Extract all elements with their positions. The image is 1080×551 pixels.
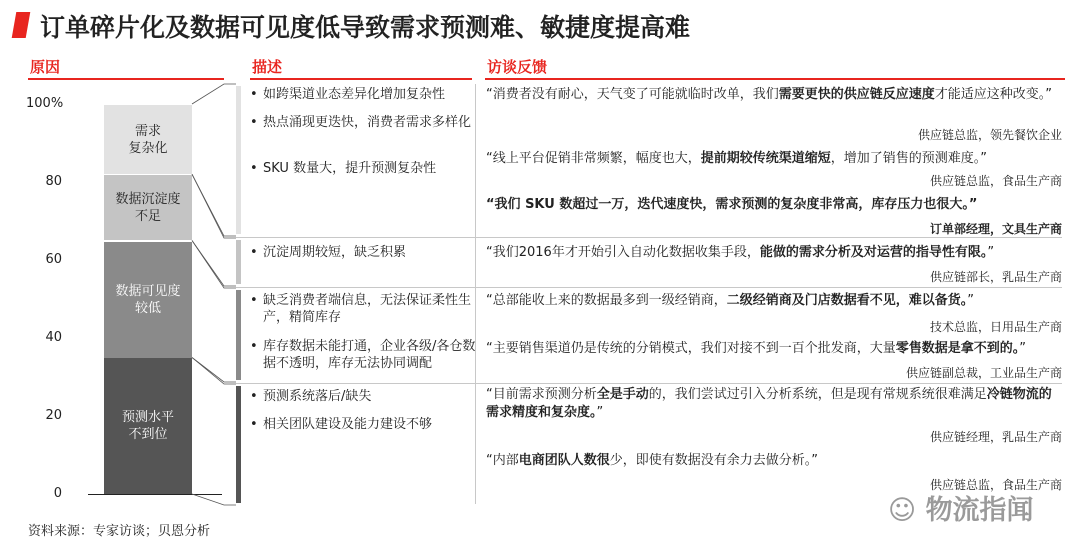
description-item — [250, 388, 480, 405]
interview-quote: “消费者没有耐心，天气变了可能就临时改单，我们需要更快的供应链反应速度才能适应这种改变。” — [486, 87, 1053, 102]
description-item — [250, 114, 480, 131]
description-text: 热点涌现更迭快，消费者需求多样化 — [263, 115, 472, 130]
description-text: 如跨渠道业态差异化增加复杂性 — [263, 87, 446, 102]
quote-source: 供应链总监，领先餐饮企业 — [917, 128, 1062, 142]
description-text: 预测系统落后/缺失 — [263, 389, 372, 404]
row-separator — [236, 287, 1062, 288]
quote-source: 订单部经理，文具生产商 — [929, 222, 1062, 236]
description-item — [250, 416, 480, 433]
interview-quote: “我们2016年才开始引入自动化数据收集手段，能做的需求分析及对运营的指导性有限。” — [486, 245, 995, 260]
connector-line — [192, 174, 236, 238]
bar-segment-label: 需求 复杂化 — [128, 123, 168, 156]
group-color-bar — [236, 240, 241, 284]
description-item — [250, 292, 480, 326]
bullet-icon: • — [250, 161, 258, 176]
quote-source: 供应链经理，乳品生产商 — [929, 430, 1062, 444]
y-tick-label: 20 — [45, 408, 62, 423]
group-color-bar — [236, 386, 241, 503]
description-item — [250, 160, 480, 177]
group-color-bar — [236, 86, 241, 234]
description-text: 沉淀周期较短，缺乏积累 — [263, 245, 407, 260]
interview-quote: “线上平台促销非常频繁，幅度也大，提前期较传统渠道缩短，增加了销售的预测难度。” — [486, 151, 988, 166]
bullet-icon: • — [250, 417, 258, 432]
connector-line — [192, 241, 236, 287]
bullet-icon: • — [250, 389, 258, 404]
y-tick-label: 80 — [45, 174, 62, 189]
row-separator — [236, 237, 1062, 238]
connector-line — [192, 174, 236, 236]
interview-quote: “目前需求预测分析全是手动的，我们尝试过引入分析系统，但是现有常规系统很难满足冷链物流的需求精度和复杂度。” — [486, 387, 1052, 420]
quote-source: 技术总监，日用品生产商 — [929, 320, 1062, 334]
header-cause: 原因 — [30, 58, 61, 76]
bar-segment-label: 数据可见度 较低 — [115, 283, 181, 316]
bullet-icon: • — [250, 87, 258, 102]
column-separator — [475, 84, 476, 504]
wechat-watermark — [888, 488, 1034, 527]
connector-line — [192, 358, 236, 385]
bullet-icon: • — [250, 339, 258, 354]
y-tick-label: 0 — [53, 486, 62, 501]
bullet-icon: • — [250, 293, 258, 308]
description-item — [250, 244, 480, 261]
connector-line — [192, 494, 236, 505]
bullet-icon: • — [250, 115, 258, 130]
header-description: 描述 — [252, 58, 283, 76]
wechat-icon: ☺ — [888, 495, 917, 526]
quote-source: 供应链总监，食品生产商 — [929, 478, 1062, 492]
quote-source: 供应链总监，食品生产商 — [929, 174, 1062, 188]
connector-line — [192, 358, 236, 383]
description-text: 库存数据未能打通，企业各级/各仓数据不透明，库存无法协同调配 — [263, 339, 476, 371]
bar-segment-label: 数据沉淀度 不足 — [115, 191, 181, 224]
header-feedback: 访谈反馈 — [487, 58, 548, 76]
quote-source: 供应链部长，乳品生产商 — [929, 270, 1062, 284]
quote-source: 供应链副总裁，工业品生产商 — [905, 366, 1062, 380]
description-item — [250, 86, 480, 103]
bullet-icon: • — [250, 245, 258, 260]
connector-line — [192, 241, 236, 289]
description-text: 缺乏消费者端信息，无法保证柔性生产，精简库存 — [263, 293, 472, 325]
watermark-text: 物流指闻 — [925, 495, 1034, 526]
page-title: 订单碎片化及数据可见度低导致需求预测难、敏捷度提高难 — [40, 13, 691, 42]
interview-quote: “总部能收上来的数据最多到一级经销商，二级经销商及门店数据看不见，难以备货。” — [486, 293, 975, 308]
interview-quote: “我们 SKU 数超过一万，迭代速度快，需求预测的复杂度非常高，库存压力也很大。” — [486, 197, 978, 212]
description-text: 相关团队建设及能力建设不够 — [263, 417, 433, 432]
connector-line — [192, 84, 236, 104]
interview-quote: “内部电商团队人数很少，即使有数据没有余力去做分析。” — [486, 453, 819, 468]
bar-segment-label: 预测水平 不到位 — [121, 409, 174, 442]
row-separator — [236, 383, 1062, 384]
y-tick-label: 100% — [26, 96, 64, 111]
y-tick-label: 40 — [45, 330, 62, 345]
description-item — [250, 338, 480, 372]
interview-quote: “主要销售渠道仍是传统的分销模式，我们对接不到一百个批发商，大量零售数据是拿不到的。” — [486, 341, 1027, 356]
y-tick-label: 60 — [45, 252, 62, 267]
description-text: SKU 数量大，提升预测复杂性 — [263, 161, 437, 176]
source-note: 资料来源：专家访谈；贝恩分析 — [28, 524, 211, 539]
group-color-bar — [236, 290, 241, 380]
